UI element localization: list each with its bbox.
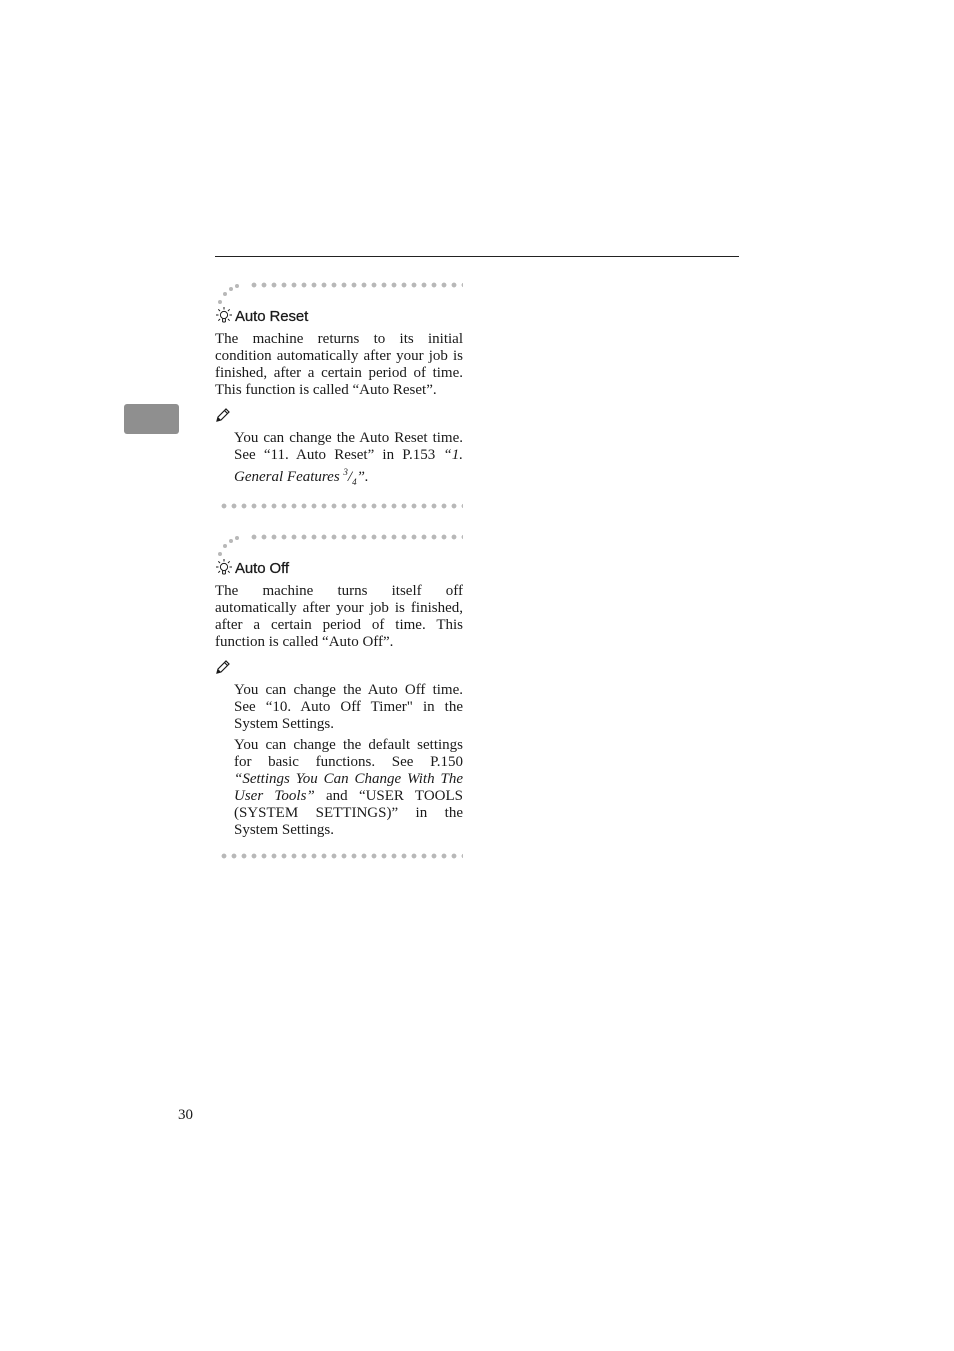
section-auto-off xyxy=(215,534,463,859)
dotted-border-bottom xyxy=(219,503,463,509)
heading-text: Auto Reset xyxy=(235,307,309,325)
note-list xyxy=(215,682,463,839)
body-text: The machine turns itself off automatically after your job is finished, after a certain period of time. This function is called “Auto Off”. xyxy=(215,583,463,650)
page-reference[interactable]: P.153 xyxy=(402,447,436,463)
body-text: The machine returns to its initial condition automatically after your job is finished, after a certain period of time. This function is called “Auto Reset”. xyxy=(215,331,463,398)
dotted-border-top xyxy=(215,282,463,292)
note-item: You can change the Auto Off time. See “10. Auto Off Timer" in the System Settings. xyxy=(234,682,463,732)
top-rule xyxy=(215,256,739,257)
dotted-border-top xyxy=(215,534,463,544)
reference-title: “1. General Features $^3/_4$”. xyxy=(234,447,463,487)
heading-text: Auto Off xyxy=(235,559,289,577)
note-item: You can change the default settings for basic functions. See P.150 “Settings You Can Change With The User Tools” and “USER TOOLS (SYSTEM SETTINGS)” in the System Settings. xyxy=(234,737,463,838)
dotted-border-bottom xyxy=(219,853,463,859)
section-auto-reset xyxy=(215,282,463,509)
page-reference[interactable]: P.150 xyxy=(430,754,463,770)
note-item: You can change the Auto Reset time. See “11. Auto Reset” in P.153 “1. General Features $^3/_4$”. xyxy=(234,430,463,487)
lightbulb-icon xyxy=(215,306,233,326)
pencil-note-icon xyxy=(215,659,231,675)
reference-title: “Settings You Can Change With The User Tools” xyxy=(234,771,463,804)
heading-auto-off xyxy=(215,558,463,578)
page-number: 30 xyxy=(178,1107,193,1123)
lightbulb-icon xyxy=(215,558,233,578)
heading-auto-reset xyxy=(215,306,463,326)
pencil-note-icon xyxy=(215,407,231,423)
note-list xyxy=(215,430,463,491)
chapter-tab xyxy=(124,404,179,434)
